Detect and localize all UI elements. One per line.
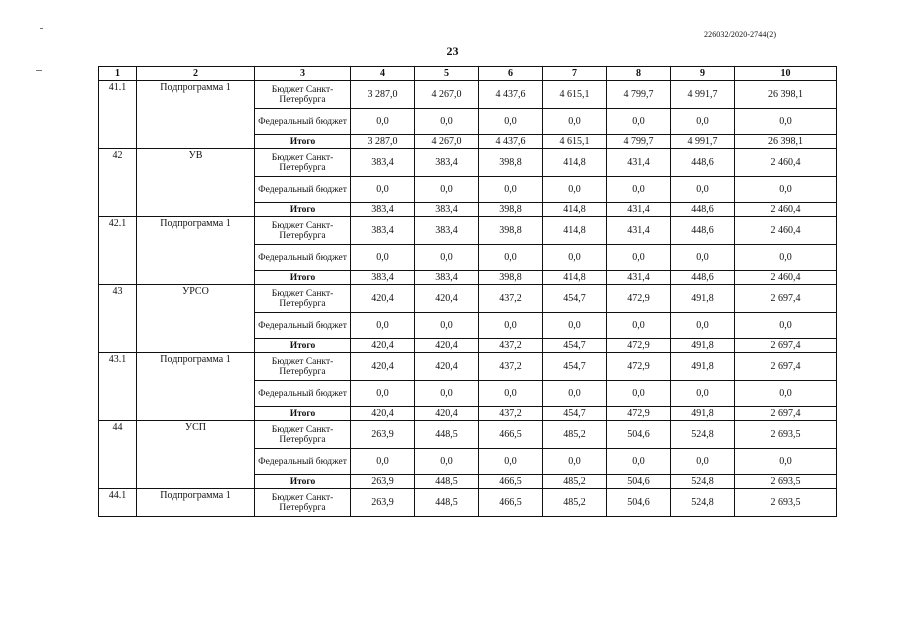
value-cell: 420,4 bbox=[351, 285, 415, 313]
value-cell: 0,0 bbox=[735, 313, 837, 339]
funding-source: Федеральный бюджет bbox=[255, 381, 351, 407]
value-cell: 2 697,4 bbox=[735, 339, 837, 353]
value-cell: 504,6 bbox=[607, 475, 671, 489]
value-cell: 0,0 bbox=[479, 381, 543, 407]
value-cell: 2 693,5 bbox=[735, 489, 837, 517]
value-cell: 420,4 bbox=[415, 339, 479, 353]
total-label: Итого bbox=[255, 339, 351, 353]
value-cell: 472,9 bbox=[607, 407, 671, 421]
value-cell: 4 991,7 bbox=[671, 81, 735, 109]
value-cell: 4 267,0 bbox=[415, 81, 479, 109]
budget-table bbox=[98, 66, 837, 517]
value-cell: 491,8 bbox=[671, 339, 735, 353]
value-cell: 448,6 bbox=[671, 271, 735, 285]
value-cell: 420,4 bbox=[351, 339, 415, 353]
value-cell: 448,5 bbox=[415, 475, 479, 489]
value-cell: 0,0 bbox=[607, 245, 671, 271]
value-cell: 454,7 bbox=[543, 285, 607, 313]
value-cell: 383,4 bbox=[351, 149, 415, 177]
value-cell: 504,6 bbox=[607, 489, 671, 517]
row-number: 41.1 bbox=[99, 81, 137, 149]
value-cell: 420,4 bbox=[351, 353, 415, 381]
program-name: Подпрограмма 1 bbox=[137, 81, 255, 149]
funding-source: Бюджет Санкт-Петербурга bbox=[255, 81, 351, 109]
value-cell: 0,0 bbox=[735, 245, 837, 271]
header-row bbox=[99, 67, 837, 81]
row-number: 43.1 bbox=[99, 353, 137, 421]
value-cell: 431,4 bbox=[607, 149, 671, 177]
column-header: 10 bbox=[735, 67, 837, 81]
value-cell: 0,0 bbox=[479, 313, 543, 339]
row-number: 43 bbox=[99, 285, 137, 353]
value-cell: 0,0 bbox=[607, 449, 671, 475]
value-cell: 4 267,0 bbox=[415, 135, 479, 149]
funding-source: Бюджет Санкт-Петербурга bbox=[255, 489, 351, 517]
value-cell: 420,4 bbox=[415, 407, 479, 421]
total-label: Итого bbox=[255, 271, 351, 285]
value-cell: 383,4 bbox=[415, 149, 479, 177]
total-label: Итого bbox=[255, 475, 351, 489]
column-header: 1 bbox=[99, 67, 137, 81]
value-cell: 0,0 bbox=[479, 449, 543, 475]
value-cell: 3 287,0 bbox=[351, 135, 415, 149]
total-label: Итого bbox=[255, 407, 351, 421]
value-cell: 0,0 bbox=[479, 177, 543, 203]
value-cell: 4 615,1 bbox=[543, 81, 607, 109]
value-cell: 431,4 bbox=[607, 217, 671, 245]
value-cell: 0,0 bbox=[543, 245, 607, 271]
value-cell: 0,0 bbox=[671, 177, 735, 203]
value-cell: 4 437,6 bbox=[479, 81, 543, 109]
value-cell: 263,9 bbox=[351, 421, 415, 449]
table-row bbox=[99, 81, 837, 109]
value-cell: 472,9 bbox=[607, 339, 671, 353]
row-number: 42.1 bbox=[99, 217, 137, 285]
value-cell: 383,4 bbox=[351, 271, 415, 285]
table-row bbox=[99, 285, 837, 313]
value-cell: 420,4 bbox=[415, 285, 479, 313]
value-cell: 0,0 bbox=[351, 313, 415, 339]
value-cell: 0,0 bbox=[735, 381, 837, 407]
value-cell: 0,0 bbox=[607, 313, 671, 339]
page-number: 23 bbox=[446, 44, 459, 58]
value-cell: 0,0 bbox=[543, 313, 607, 339]
value-cell: 454,7 bbox=[543, 339, 607, 353]
program-name: Подпрограмма 1 bbox=[137, 489, 255, 517]
funding-source: Бюджет Санкт-Петербурга bbox=[255, 217, 351, 245]
table-row bbox=[99, 489, 837, 517]
table-row bbox=[99, 149, 837, 177]
value-cell: 26 398,1 bbox=[735, 135, 837, 149]
value-cell: 448,5 bbox=[415, 489, 479, 517]
value-cell: 0,0 bbox=[351, 109, 415, 135]
value-cell: 485,2 bbox=[543, 475, 607, 489]
value-cell: 263,9 bbox=[351, 489, 415, 517]
value-cell: 0,0 bbox=[735, 449, 837, 475]
scan-mark bbox=[40, 28, 43, 29]
value-cell: 383,4 bbox=[351, 203, 415, 217]
funding-source: Бюджет Санкт-Петербурга bbox=[255, 285, 351, 313]
value-cell: 0,0 bbox=[543, 381, 607, 407]
value-cell: 0,0 bbox=[351, 177, 415, 203]
funding-source: Бюджет Санкт-Петербурга bbox=[255, 353, 351, 381]
value-cell: 2 460,4 bbox=[735, 271, 837, 285]
value-cell: 0,0 bbox=[735, 109, 837, 135]
column-header: 2 bbox=[137, 67, 255, 81]
value-cell: 420,4 bbox=[351, 407, 415, 421]
value-cell: 414,8 bbox=[543, 271, 607, 285]
value-cell: 466,5 bbox=[479, 475, 543, 489]
value-cell: 437,2 bbox=[479, 339, 543, 353]
value-cell: 398,8 bbox=[479, 149, 543, 177]
value-cell: 466,5 bbox=[479, 421, 543, 449]
value-cell: 398,8 bbox=[479, 217, 543, 245]
value-cell: 491,8 bbox=[671, 407, 735, 421]
value-cell: 448,6 bbox=[671, 217, 735, 245]
value-cell: 2 697,4 bbox=[735, 285, 837, 313]
column-header: 9 bbox=[671, 67, 735, 81]
funding-source: Федеральный бюджет bbox=[255, 245, 351, 271]
value-cell: 504,6 bbox=[607, 421, 671, 449]
value-cell: 0,0 bbox=[607, 177, 671, 203]
value-cell: 0,0 bbox=[415, 313, 479, 339]
value-cell: 2 697,4 bbox=[735, 353, 837, 381]
column-header: 4 bbox=[351, 67, 415, 81]
total-label: Итого bbox=[255, 203, 351, 217]
value-cell: 4 991,7 bbox=[671, 135, 735, 149]
value-cell: 420,4 bbox=[415, 353, 479, 381]
value-cell: 398,8 bbox=[479, 203, 543, 217]
value-cell: 4 799,7 bbox=[607, 135, 671, 149]
value-cell: 431,4 bbox=[607, 271, 671, 285]
value-cell: 466,5 bbox=[479, 489, 543, 517]
value-cell: 524,8 bbox=[671, 489, 735, 517]
value-cell: 4 615,1 bbox=[543, 135, 607, 149]
value-cell: 0,0 bbox=[351, 245, 415, 271]
program-name: Подпрограмма 1 bbox=[137, 217, 255, 285]
value-cell: 383,4 bbox=[351, 217, 415, 245]
value-cell: 2 697,4 bbox=[735, 407, 837, 421]
scan-mark bbox=[36, 70, 42, 71]
value-cell: 491,8 bbox=[671, 285, 735, 313]
value-cell: 2 460,4 bbox=[735, 203, 837, 217]
value-cell: 431,4 bbox=[607, 203, 671, 217]
value-cell: 2 693,5 bbox=[735, 475, 837, 489]
row-number: 42 bbox=[99, 149, 137, 217]
funding-source: Федеральный бюджет bbox=[255, 177, 351, 203]
value-cell: 414,8 bbox=[543, 217, 607, 245]
value-cell: 0,0 bbox=[671, 313, 735, 339]
value-cell: 0,0 bbox=[415, 109, 479, 135]
value-cell: 448,6 bbox=[671, 203, 735, 217]
value-cell: 0,0 bbox=[543, 109, 607, 135]
value-cell: 454,7 bbox=[543, 407, 607, 421]
value-cell: 0,0 bbox=[543, 449, 607, 475]
value-cell: 0,0 bbox=[351, 449, 415, 475]
value-cell: 0,0 bbox=[415, 245, 479, 271]
value-cell: 3 287,0 bbox=[351, 81, 415, 109]
value-cell: 4 437,6 bbox=[479, 135, 543, 149]
value-cell: 524,8 bbox=[671, 475, 735, 489]
value-cell: 26 398,1 bbox=[735, 81, 837, 109]
program-name: Подпрограмма 1 bbox=[137, 353, 255, 421]
funding-source: Федеральный бюджет bbox=[255, 449, 351, 475]
value-cell: 437,2 bbox=[479, 285, 543, 313]
value-cell: 263,9 bbox=[351, 475, 415, 489]
program-name: УСП bbox=[137, 421, 255, 489]
value-cell: 485,2 bbox=[543, 421, 607, 449]
table-row bbox=[99, 353, 837, 381]
value-cell: 0,0 bbox=[671, 381, 735, 407]
row-number: 44 bbox=[99, 421, 137, 489]
funding-source: Федеральный бюджет bbox=[255, 313, 351, 339]
program-name: УРСО bbox=[137, 285, 255, 353]
value-cell: 472,9 bbox=[607, 353, 671, 381]
value-cell: 0,0 bbox=[671, 449, 735, 475]
value-cell: 2 460,4 bbox=[735, 149, 837, 177]
value-cell: 398,8 bbox=[479, 271, 543, 285]
value-cell: 383,4 bbox=[415, 271, 479, 285]
value-cell: 0,0 bbox=[543, 177, 607, 203]
column-header: 8 bbox=[607, 67, 671, 81]
value-cell: 0,0 bbox=[671, 109, 735, 135]
document-id: 226032/2020-2744(2) bbox=[704, 30, 777, 39]
value-cell: 2 693,5 bbox=[735, 421, 837, 449]
funding-source: Бюджет Санкт-Петербурга bbox=[255, 421, 351, 449]
value-cell: 0,0 bbox=[351, 381, 415, 407]
value-cell: 414,8 bbox=[543, 203, 607, 217]
value-cell: 0,0 bbox=[607, 381, 671, 407]
program-name: УВ bbox=[137, 149, 255, 217]
row-number: 44.1 bbox=[99, 489, 137, 517]
value-cell: 524,8 bbox=[671, 421, 735, 449]
column-header: 6 bbox=[479, 67, 543, 81]
value-cell: 383,4 bbox=[415, 217, 479, 245]
value-cell: 0,0 bbox=[415, 449, 479, 475]
value-cell: 448,6 bbox=[671, 149, 735, 177]
funding-source: Бюджет Санкт-Петербурга bbox=[255, 149, 351, 177]
value-cell: 0,0 bbox=[671, 245, 735, 271]
value-cell: 0,0 bbox=[607, 109, 671, 135]
value-cell: 4 799,7 bbox=[607, 81, 671, 109]
value-cell: 2 460,4 bbox=[735, 217, 837, 245]
value-cell: 0,0 bbox=[479, 245, 543, 271]
column-header: 3 bbox=[255, 67, 351, 81]
column-header: 5 bbox=[415, 67, 479, 81]
funding-source: Федеральный бюджет bbox=[255, 109, 351, 135]
total-label: Итого bbox=[255, 135, 351, 149]
column-header: 7 bbox=[543, 67, 607, 81]
value-cell: 0,0 bbox=[735, 177, 837, 203]
value-cell: 448,5 bbox=[415, 421, 479, 449]
table-row bbox=[99, 421, 837, 449]
value-cell: 383,4 bbox=[415, 203, 479, 217]
value-cell: 472,9 bbox=[607, 285, 671, 313]
value-cell: 485,2 bbox=[543, 489, 607, 517]
value-cell: 437,2 bbox=[479, 407, 543, 421]
value-cell: 0,0 bbox=[415, 381, 479, 407]
value-cell: 437,2 bbox=[479, 353, 543, 381]
value-cell: 491,8 bbox=[671, 353, 735, 381]
table-row bbox=[99, 217, 837, 245]
value-cell: 454,7 bbox=[543, 353, 607, 381]
value-cell: 0,0 bbox=[479, 109, 543, 135]
value-cell: 0,0 bbox=[415, 177, 479, 203]
value-cell: 414,8 bbox=[543, 149, 607, 177]
